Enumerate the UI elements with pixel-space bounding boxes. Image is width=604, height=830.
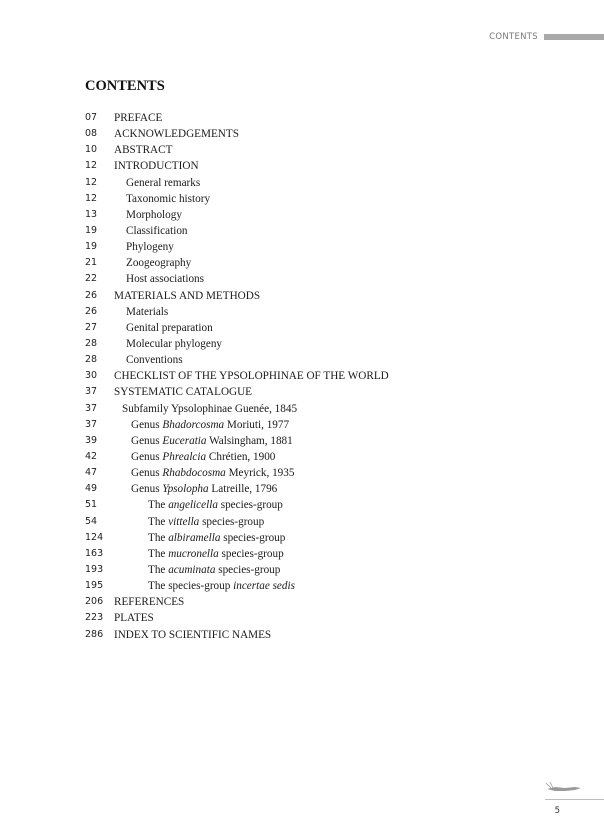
toc-entry-italic-part: mucronella — [168, 547, 219, 560]
toc-row — [85, 110, 545, 126]
toc-entry-title — [126, 336, 222, 352]
toc-row — [85, 175, 545, 191]
toc-entry-title — [126, 239, 174, 255]
toc-entry-part: The — [148, 563, 169, 576]
toc-entry-title — [131, 449, 275, 465]
toc-row — [85, 304, 545, 320]
toc-row — [85, 627, 545, 643]
toc-entry-part: Genital preparation — [126, 321, 213, 334]
toc-entry-title — [126, 175, 200, 191]
toc-page-number: 37 — [85, 418, 98, 430]
running-head-bar — [544, 34, 604, 40]
toc-entry-part: Moriuti, 1977 — [224, 418, 290, 431]
toc-entry-part: SYSTEMATIC CATALOGUE — [114, 386, 253, 399]
toc-row — [85, 578, 545, 594]
toc-entry-part: Genus — [131, 483, 163, 496]
toc-page-number: 195 — [85, 580, 104, 592]
toc-entry-part: PREFACE — [114, 112, 163, 124]
toc-entry-title — [114, 126, 239, 142]
toc-entry-part: species-group — [199, 515, 265, 528]
toc-entry-part: species-group — [220, 531, 286, 544]
toc-entry-title — [148, 514, 264, 530]
toc-entry-part: Morphology — [126, 208, 182, 221]
toc-page-number: 223 — [85, 612, 104, 624]
toc-entry-title — [148, 578, 295, 594]
toc-entry-italic-part: acuminata — [168, 563, 216, 576]
toc-row — [85, 562, 545, 578]
toc-row — [85, 546, 545, 562]
toc-row — [85, 239, 545, 255]
toc-entry-title — [126, 320, 213, 336]
toc-entry-title — [148, 546, 284, 562]
toc-row — [85, 288, 545, 304]
toc-entry-title — [114, 288, 260, 304]
toc-entry-part: Phylogeny — [126, 241, 174, 254]
toc-page-number: 54 — [85, 515, 98, 527]
toc-row — [85, 142, 545, 158]
toc-entry-part: Walsingham, 1881 — [206, 434, 293, 447]
toc-row — [85, 191, 545, 207]
running-head — [489, 32, 604, 42]
toc-row — [85, 514, 545, 530]
toc-entry-part: Molecular phylogeny — [126, 337, 223, 350]
toc-entry-part: species-group — [217, 499, 283, 512]
toc-entry-title — [114, 158, 199, 174]
toc-entry-title — [126, 352, 183, 368]
toc-entry-part: The species-group — [148, 580, 234, 593]
toc-entry-title — [148, 497, 283, 513]
toc-entry-title — [126, 223, 188, 239]
toc-row — [85, 368, 545, 384]
toc-page-number: 49 — [85, 483, 98, 495]
toc-page-number: 13 — [85, 208, 98, 220]
toc-entry-italic-part: albiramella — [168, 531, 221, 544]
toc-row — [85, 433, 545, 449]
toc-entry-italic-part: incertae sedis — [233, 580, 295, 593]
toc-entry-part: REFERENCES — [114, 596, 185, 609]
toc-page-number: 163 — [85, 547, 104, 559]
toc-entry-italic-part: Phrealcia — [162, 450, 207, 463]
toc-entry-part: Taxonomic history — [126, 192, 211, 205]
toc-entry-italic-part: Euceratia — [162, 434, 207, 447]
toc-entry-part: Meyrick, 1935 — [225, 467, 295, 480]
toc-entry-title — [114, 142, 172, 158]
toc-entry-title — [131, 433, 293, 449]
toc-entry-title — [131, 417, 289, 433]
toc-entry-title — [126, 304, 168, 320]
toc-entry-title — [131, 465, 294, 481]
toc-row — [85, 401, 545, 417]
page-title: CONTENTS — [85, 78, 165, 94]
toc-entry-part: The — [148, 515, 169, 528]
toc-entry-title — [126, 191, 210, 207]
toc-page-number: 37 — [85, 402, 98, 414]
toc-row — [85, 497, 545, 513]
toc-page-number: 22 — [85, 273, 98, 285]
toc-row — [85, 320, 545, 336]
toc-entry-part: Genus — [131, 467, 163, 480]
toc-entry-part: Classification — [126, 224, 188, 237]
toc-entry-part: Genus — [131, 418, 163, 431]
toc-row — [85, 255, 545, 271]
toc-entry-title — [114, 627, 271, 643]
toc-entry-part: ACKNOWLEDGEMENTS — [114, 128, 239, 141]
toc-row — [85, 594, 545, 610]
toc-page-number: 21 — [85, 257, 98, 269]
toc-entry-title — [114, 110, 162, 126]
toc-entry-part: PLATES — [114, 612, 154, 625]
footer-rule — [545, 799, 604, 800]
toc-entry-part: Host associations — [126, 273, 204, 286]
toc-entry-title — [126, 255, 191, 271]
toc-entry-title — [126, 207, 182, 223]
toc-row — [85, 158, 545, 174]
toc-page-number: 10 — [85, 144, 98, 156]
toc-entry-title — [114, 610, 154, 626]
toc-entry-title — [114, 368, 389, 384]
toc-entry-title — [126, 271, 204, 287]
toc-page-number: 28 — [85, 337, 98, 349]
toc-entry-italic-part: Ypsolopha — [162, 483, 209, 496]
toc-page-number: 12 — [85, 160, 98, 172]
toc-entry-part: Conventions — [126, 354, 183, 367]
toc-entry-part: Genus — [131, 450, 163, 463]
toc-entry-title — [114, 384, 252, 400]
toc-row — [85, 126, 545, 142]
table-of-contents — [85, 110, 545, 643]
toc-row — [85, 610, 545, 626]
toc-page-number: 37 — [85, 386, 98, 398]
toc-page-number: 51 — [85, 499, 98, 511]
toc-entry-part: Chrétien, 1900 — [206, 450, 276, 463]
toc-row — [85, 336, 545, 352]
toc-page-number: 193 — [85, 563, 104, 575]
toc-page-number: 124 — [85, 531, 104, 543]
running-head-text: CONTENTS — [489, 32, 538, 42]
toc-entry-part: species-group — [215, 563, 281, 576]
toc-entry-title — [122, 401, 297, 417]
toc-entry-part: General remarks — [126, 176, 201, 189]
toc-entry-part: ABSTRACT — [114, 144, 173, 157]
toc-page-number: 19 — [85, 224, 98, 236]
toc-entry-part: species-group — [218, 547, 284, 560]
toc-entry-part: Subfamily Ypsolophinae Guenée, 1845 — [122, 402, 298, 415]
moth-silhouette-icon — [545, 779, 585, 797]
toc-row — [85, 417, 545, 433]
toc-page-number: 08 — [85, 128, 98, 140]
toc-row — [85, 530, 545, 546]
toc-page-number: 12 — [85, 192, 98, 204]
toc-entry-part: Materials — [126, 305, 169, 318]
toc-entry-part: MATERIALS AND METHODS — [114, 289, 261, 302]
toc-entry-part: CHECKLIST OF THE YPSOLOPHINAE OF THE WORLD — [114, 370, 389, 383]
toc-row — [85, 449, 545, 465]
toc-row — [85, 481, 545, 497]
toc-entry-title — [114, 594, 184, 610]
toc-page-number: 26 — [85, 289, 98, 301]
toc-page-number: 39 — [85, 434, 98, 446]
toc-row — [85, 223, 545, 239]
toc-entry-italic-part: Rhabdocosma — [162, 467, 226, 480]
toc-page-number: 27 — [85, 321, 98, 333]
toc-page-number: 47 — [85, 467, 98, 479]
toc-entry-part: The — [148, 499, 169, 512]
toc-entry-part: INTRODUCTION — [114, 160, 199, 173]
toc-page-number: 42 — [85, 450, 98, 462]
toc-row — [85, 207, 545, 223]
toc-row — [85, 352, 545, 368]
toc-page-number: 19 — [85, 241, 98, 253]
toc-entry-italic-part: Bhadorcosma — [162, 418, 225, 431]
toc-entry-part: Genus — [131, 434, 163, 447]
toc-entry-part: Latreille, 1796 — [208, 483, 278, 496]
toc-entry-part: INDEX TO SCIENTIFIC NAMES — [114, 628, 272, 641]
toc-page-number: 206 — [85, 596, 104, 608]
toc-entry-part: Zoogeography — [126, 257, 192, 270]
toc-entry-part: The — [148, 531, 169, 544]
toc-page-number: 30 — [85, 370, 98, 382]
page-number: 5 — [554, 806, 560, 816]
toc-page-number: 28 — [85, 354, 98, 366]
toc-page-number: 286 — [85, 628, 104, 640]
toc-entry-italic-part: vittella — [168, 515, 200, 528]
toc-row — [85, 384, 545, 400]
toc-page-number: 26 — [85, 305, 98, 317]
toc-entry-title — [131, 481, 277, 497]
toc-row — [85, 465, 545, 481]
toc-page-number: 07 — [85, 112, 98, 123]
toc-entry-italic-part: angelicella — [168, 499, 218, 512]
toc-row — [85, 271, 545, 287]
toc-entry-title — [148, 562, 280, 578]
toc-entry-title — [148, 530, 285, 546]
toc-entry-part: The — [148, 547, 169, 560]
toc-page-number: 12 — [85, 176, 98, 188]
